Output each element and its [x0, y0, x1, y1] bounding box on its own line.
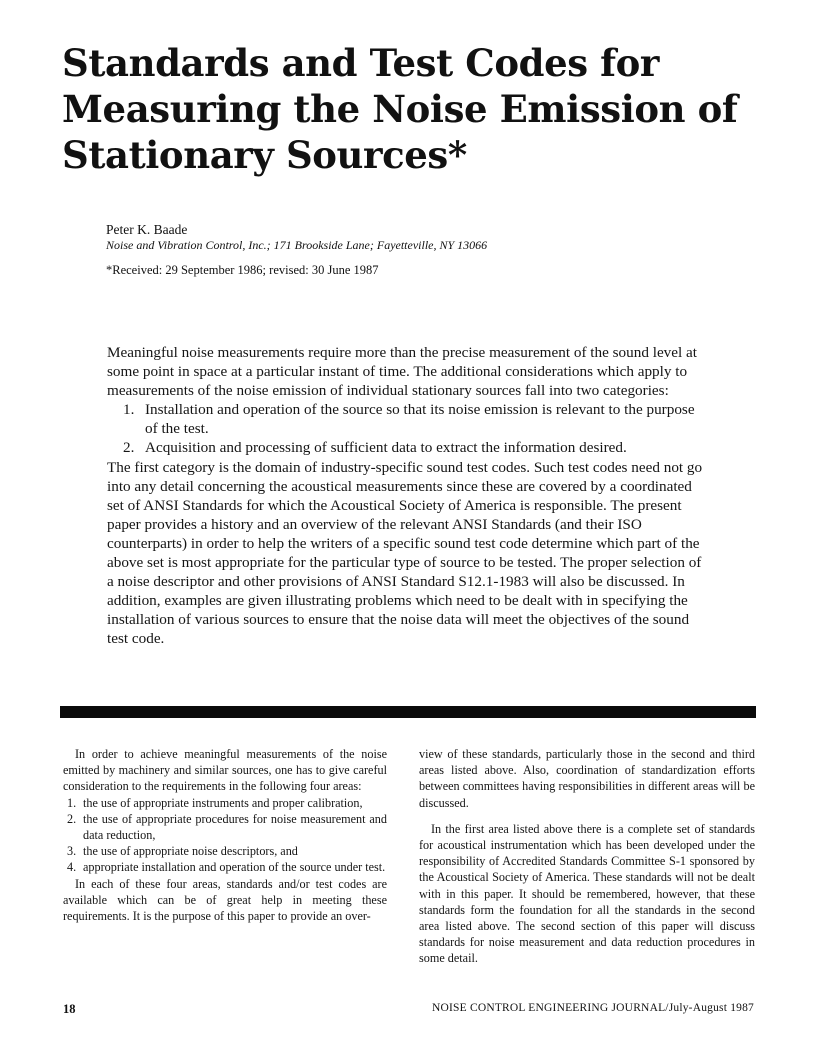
abstract-item-text: Acquisition and processing of sufficient data to extract the information desired. [145, 439, 627, 457]
received-note: *Received: 29 September 1986; revised: 30 June 1987 [106, 263, 379, 277]
body-closing-paragraph: In each of these four areas, standards and/or test codes are available which can be of great help in meeting these requirements. It is the purpose of this paper to provide an over- [63, 876, 387, 924]
title-line-2: Measuring the Noise Emission of [62, 87, 738, 131]
abstract [107, 343, 709, 649]
list-item-number: 3. [67, 844, 77, 859]
title-line-1: Standards and Test Codes for [62, 41, 660, 85]
abstract-intro: Meaningful noise measurements require more than the precise measurement of the sound level at some point in space at a particular instant of time. The additional considerations which apply to measurements of the noise emission of individual stationary sources fall into two categories: [107, 344, 697, 400]
list-item-number: 4. [67, 860, 77, 875]
abstract-item-number: 2. [123, 439, 135, 457]
title-line-3: Stationary Sources* [62, 133, 467, 177]
body-column-right [419, 746, 755, 967]
article-title [62, 40, 762, 178]
author-affiliation: Noise and Vibration Control, Inc.; 171 Brookside Lane; Fayetteville, NY 13066 [106, 238, 488, 252]
list-item-number: 2. [67, 811, 77, 826]
list-item [67, 795, 387, 811]
list-item-text: the use of appropriate procedures for noise measurement and data reduction, [83, 811, 387, 843]
abstract-body: The first category is the domain of industry-specific sound test codes. Such test codes need not go into any detail concerning the acoustical measurements since these are covered by a coordinated set of ANSI Standards for which the Acoustical Society of America is responsible. The present paper provides a history and an overview of the relevant ANSI Standards (and their ISO counterparts) in order to help the writers of a specific sound test code determine which part of the above set is most appropriate for the particular type of source to be tested. The proper selection of a noise descriptor and other provisions of ANSI Standard S12.1-1983 will also be discussed. In addition, examples are given illustrating problems which need to be dealt with in specifying the installation of various sources to ensure that the noise data will meet the objectives of the sound test code. [107, 458, 703, 648]
body-paragraph: view of these standards, particularly those in the second and third areas listed above. Also, coordination of standardization efforts between committees having responsibilities in different areas will be discussed. [419, 747, 755, 810]
body-paragraph: In the first area listed above there is a complete set of standards for acoustical instrumentation which has been developed under the responsibility of Accredited Standards Committee S-1 sponsored by the Acoustical Society of America. These standards will not be dealt with in this paper. It should be remembered, however, that these standards form the foundation for all the standards in the second area listed above. The second section of this paper will discuss standards for noise measurement and data reduction procedures in some detail. [419, 821, 755, 966]
author-block [106, 222, 766, 278]
abstract-list-item [123, 400, 709, 438]
body-intro-paragraph: In order to achieve meaningful measurements of the noise emitted by machinery and similar sources, one has to give careful consideration to the requirements in the following four areas: [63, 747, 387, 794]
abstract-item-number: 1. [123, 401, 135, 419]
list-item-text: appropriate installation and operation of the source under test. [83, 860, 386, 875]
section-divider [60, 706, 756, 718]
list-item-number: 1. [67, 795, 77, 810]
author-name: Peter K. Baade [106, 222, 188, 237]
abstract-list-item [123, 438, 709, 457]
body-column-left [63, 746, 387, 924]
list-item [67, 843, 387, 859]
journal-footer: NOISE CONTROL ENGINEERING JOURNAL/July-August 1987 [432, 1002, 754, 1014]
list-item-text: the use of appropriate noise descriptors, and [83, 844, 298, 859]
list-item [67, 811, 387, 843]
list-item-text: the use of appropriate instruments and proper calibration, [83, 795, 363, 810]
abstract-item-text: Installation and operation of the source so that its noise emission is relevant to the purpose of the test. [145, 401, 695, 438]
abstract-list [107, 400, 709, 457]
requirements-list [63, 795, 387, 876]
page-number: 18 [63, 1002, 76, 1016]
list-item [67, 859, 387, 875]
